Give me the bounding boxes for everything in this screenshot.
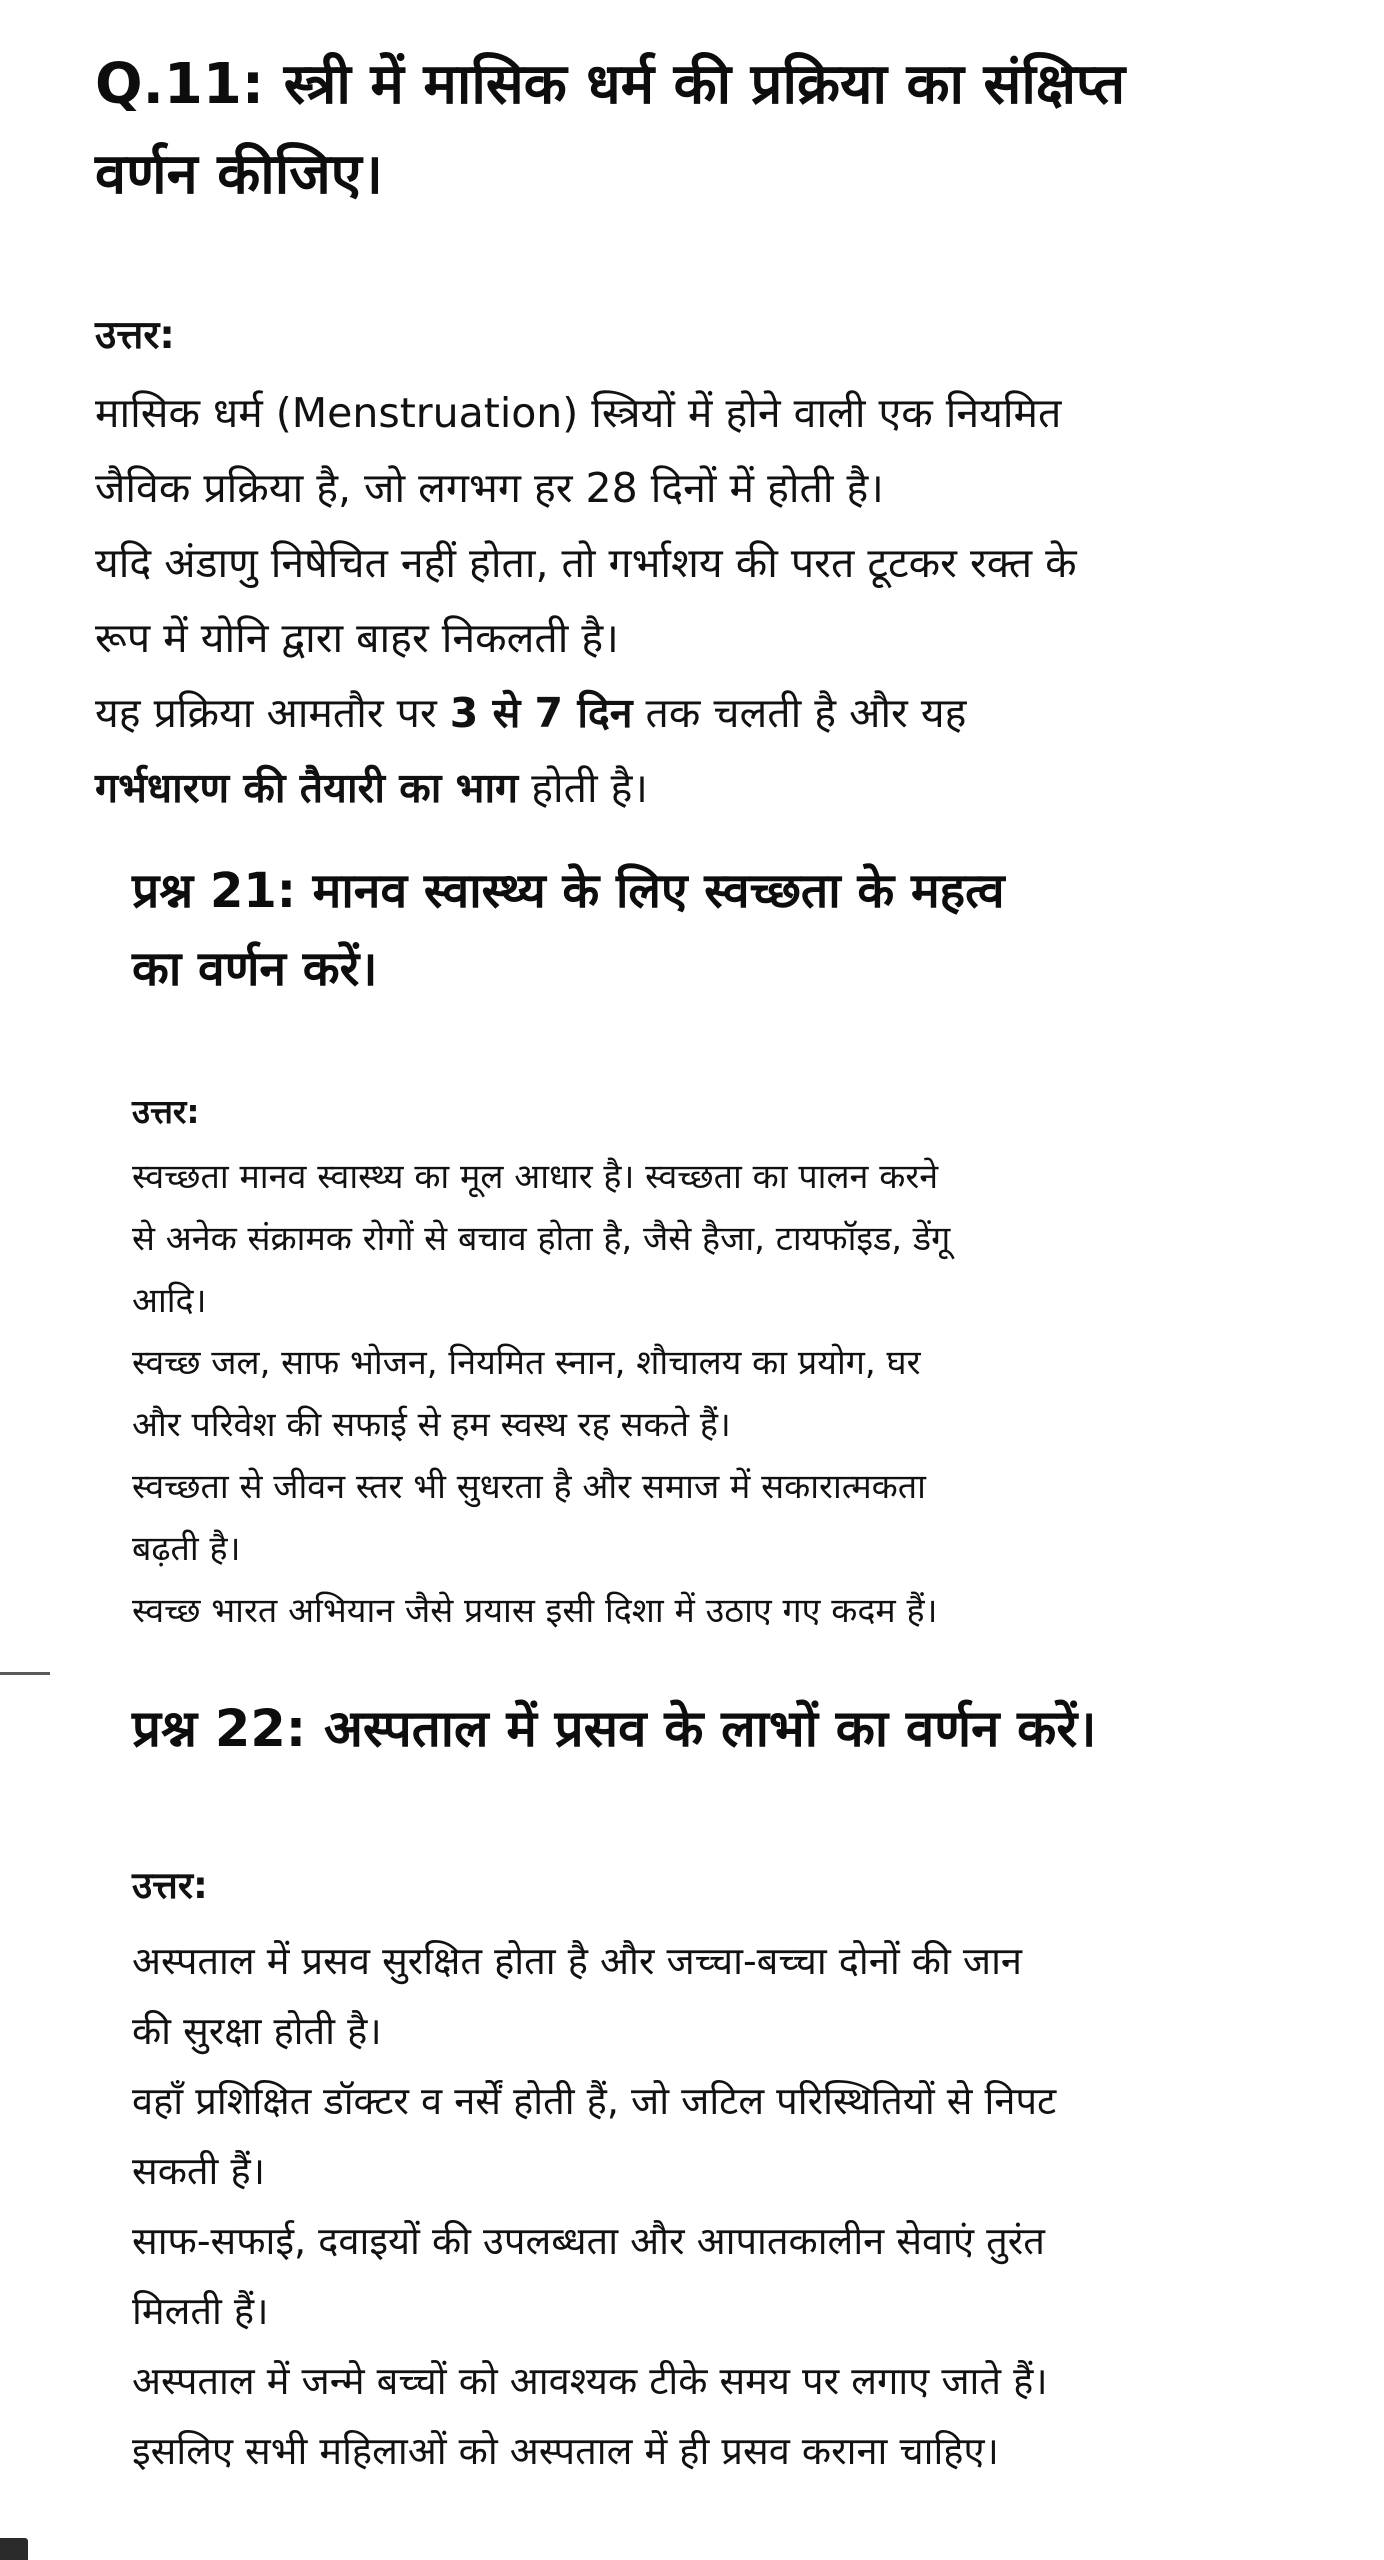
corner-icon <box>0 2538 28 2560</box>
answer-text: तक चलती है और यह <box>632 689 967 737</box>
answer-line: स्वच्छता मानव स्वास्थ्य का मूल आधार है। स्वच्छता का पालन करने <box>132 1157 939 1197</box>
question-21-section <box>132 852 1362 1642</box>
question-22-section <box>132 1690 1372 2486</box>
answer-line: स्वच्छता से जीवन स्तर भी सुधरता है और समाज में सकारात्मकता <box>132 1467 926 1507</box>
answer-line: अस्पताल में जन्मे बच्चों को आवश्यक टीके समय पर लगाए जाते हैं। <box>132 2359 1048 2403</box>
answer-line: स्वच्छ जल, साफ भोजन, नियमित स्नान, शौचालय का प्रयोग, घर <box>132 1343 921 1383</box>
question-11-section <box>95 40 1365 826</box>
answer-line: से अनेक संक्रामक रोगों से बचाव होता है, जैसे हैजा, टायफॉइड, डेंगू <box>132 1219 951 1259</box>
answer-line: मासिक धर्म (Menstruation) स्त्रियों में होने वाली एक नियमित <box>95 389 1062 437</box>
answer-line <box>95 751 1365 826</box>
answer-bold-text: 3 से 7 दिन <box>449 689 633 737</box>
answer-line: सकती हैं। <box>132 2149 266 2193</box>
question-11-title-line2: वर्णन कीजिए। <box>95 142 383 207</box>
question-21-title-line1: प्रश्न 21: मानव स्वास्थ्य के लिए स्वच्छता के महत्व <box>132 863 1005 919</box>
answer-line: स्वच्छ भारत अभियान जैसे प्रयास इसी दिशा में उठाए गए कदम हैं। <box>132 1591 938 1631</box>
question-11-title <box>95 40 1365 220</box>
answer-line: वहाँ प्रशिक्षित डॉक्टर व नर्सें होती हैं, जो जटिल परिस्थितियों से निपट <box>132 2079 1057 2123</box>
answer-line: रूप में योनि द्वारा बाहर निकलती है। <box>95 614 619 662</box>
answer-line: यदि अंडाणु निषेचित नहीं होता, तो गर्भाशय की परत टूटकर रक्त के <box>95 539 1077 587</box>
divider-mark <box>0 1672 50 1675</box>
question-21-title <box>132 852 1362 1008</box>
answer-text: होती है। <box>518 764 648 812</box>
answer-label: उत्तर: <box>95 313 175 358</box>
answer-line: मिलती हैं। <box>132 2289 269 2333</box>
answer-line: की सुरक्षा होती है। <box>132 2009 382 2053</box>
question-22-title: प्रश्न 22: अस्पताल में प्रसव के लाभों का वर्णन करें। <box>132 1700 1097 1759</box>
answer-line <box>95 676 1365 751</box>
answer-line: साफ-सफाई, दवाइयों की उपलब्धता और आपातकालीन सेवाएं तुरंत <box>132 2219 1045 2263</box>
answer-line: जैविक प्रक्रिया है, जो लगभग हर 28 दिनों में होती है। <box>95 464 884 512</box>
question-11-title-line1: Q.11: स्त्री में मासिक धर्म की प्रक्रिया का संक्षिप्त <box>95 52 1126 117</box>
answer-line: इसलिए सभी महिलाओं को अस्पताल में ही प्रसव कराना चाहिए। <box>132 2429 999 2473</box>
answer-line: अस्पताल में प्रसव सुरक्षित होता है और जच्चा-बच्चा दोनों की जान <box>132 1939 1023 1983</box>
answer-line: और परिवेश की सफाई से हम स्वस्थ रह सकते हैं। <box>132 1405 731 1445</box>
answer-label: उत्तर: <box>132 1092 200 1131</box>
answer-line: बढ़ती है। <box>132 1529 241 1569</box>
answer-text: यह प्रक्रिया आमतौर पर <box>95 689 450 737</box>
question-21-title-line2: का वर्णन करें। <box>132 941 378 997</box>
answer-bold-text: गर्भधारण की तैयारी का भाग <box>95 764 519 812</box>
answer-label: उत्तर: <box>132 1864 208 1907</box>
answer-line: आदि। <box>132 1281 207 1321</box>
